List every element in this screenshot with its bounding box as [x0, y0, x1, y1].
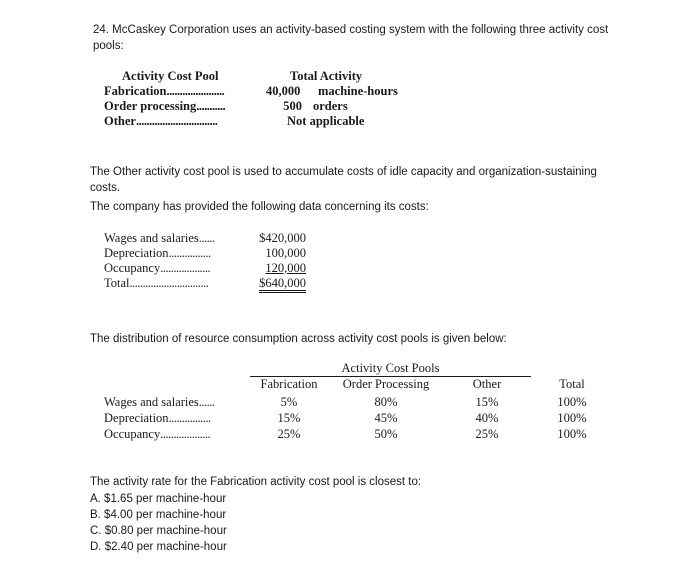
dist-row-wages-label: Wages and salaries...... — [104, 395, 215, 409]
question-prompt: The activity rate for the Fabrication activity cost pool is closest to: — [90, 476, 422, 488]
pools-row-other-unit: Not applicable — [287, 114, 365, 128]
dist-row-occupancy-fabrication: 25% — [277, 427, 301, 441]
dist-col-order-processing: Order Processing — [342, 377, 430, 391]
question-intro-line-1: 24. McCaskey Corporation uses an activity-based costing system with the following three activity cost — [93, 24, 609, 36]
distribution-group-header: Activity Cost Pools — [250, 361, 531, 377]
costs-row-occupancy-amount: 120,000 — [265, 261, 306, 275]
costs-row-depreciation-label: Depreciation................ — [104, 246, 211, 260]
pools-header-pool: Activity Cost Pool — [122, 69, 219, 83]
option-c[interactable]: C. $0.80 per machine-hour — [90, 525, 227, 537]
costs-row-wages-amount: $420,000 — [259, 231, 306, 245]
dist-row-occupancy-label: Occupancy................... — [104, 427, 211, 441]
pools-row-order-label: Order processing........... — [104, 99, 226, 113]
pools-row-fabrication-qty: 40,000 — [266, 84, 301, 98]
pools-row-order-qty: 500 — [283, 99, 302, 113]
other-note-line-1: The Other activity cost pool is used to accumulate costs of idle capacity and organization-sustaining — [90, 166, 597, 178]
dist-row-wages-fabrication: 5% — [280, 395, 298, 409]
costs-row-depreciation-amount: 100,000 — [265, 246, 306, 260]
question-intro-line-2: pools: — [93, 40, 124, 52]
option-d[interactable]: D. $2.40 per machine-hour — [90, 541, 227, 553]
pools-row-fabrication-label: Fabrication...................... — [104, 84, 225, 98]
dist-col-other: Other — [472, 377, 502, 391]
dist-row-depreciation-total: 100% — [557, 411, 587, 425]
pools-header-activity: Total Activity — [290, 69, 363, 83]
other-note-line-3: The company has provided the following data concerning its costs: — [90, 201, 429, 213]
question-intro — [93, 22, 633, 54]
other-note — [90, 164, 650, 215]
dist-row-wages-order: 80% — [374, 395, 398, 409]
costs-row-wages-label: Wages and salaries...... — [104, 231, 215, 245]
dist-row-occupancy-total: 100% — [557, 427, 587, 441]
dist-row-depreciation-fabrication: 15% — [277, 411, 301, 425]
costs-row-occupancy-label: Occupancy................... — [104, 261, 211, 275]
answer-options — [90, 491, 227, 555]
costs-row-total-amount: $640,000 — [240, 276, 306, 290]
dist-row-occupancy-order: 50% — [374, 427, 398, 441]
option-a[interactable]: A. $1.65 per machine-hour — [90, 493, 227, 505]
dist-row-wages-total: 100% — [557, 395, 587, 409]
other-note-line-2: costs. — [90, 182, 121, 194]
option-b[interactable]: B. $4.00 per machine-hour — [90, 509, 227, 521]
dist-row-depreciation-order: 45% — [374, 411, 398, 425]
pools-row-order-unit: orders — [313, 99, 348, 113]
dist-row-depreciation-other: 40% — [475, 411, 499, 425]
dist-col-fabrication: Fabrication — [260, 377, 318, 391]
dist-row-wages-other: 15% — [475, 395, 499, 409]
dist-col-total: Total — [559, 377, 585, 391]
distribution-intro: The distribution of resource consumption across activity cost pools is given below: — [90, 333, 507, 345]
pools-row-other-label: Other............................... — [104, 114, 218, 128]
costs-row-total-label: Total.............................. — [104, 276, 209, 290]
pools-row-fabrication-unit: machine-hours — [318, 84, 398, 98]
dist-row-occupancy-other: 25% — [475, 427, 499, 441]
dist-row-depreciation-label: Depreciation................ — [104, 411, 211, 425]
